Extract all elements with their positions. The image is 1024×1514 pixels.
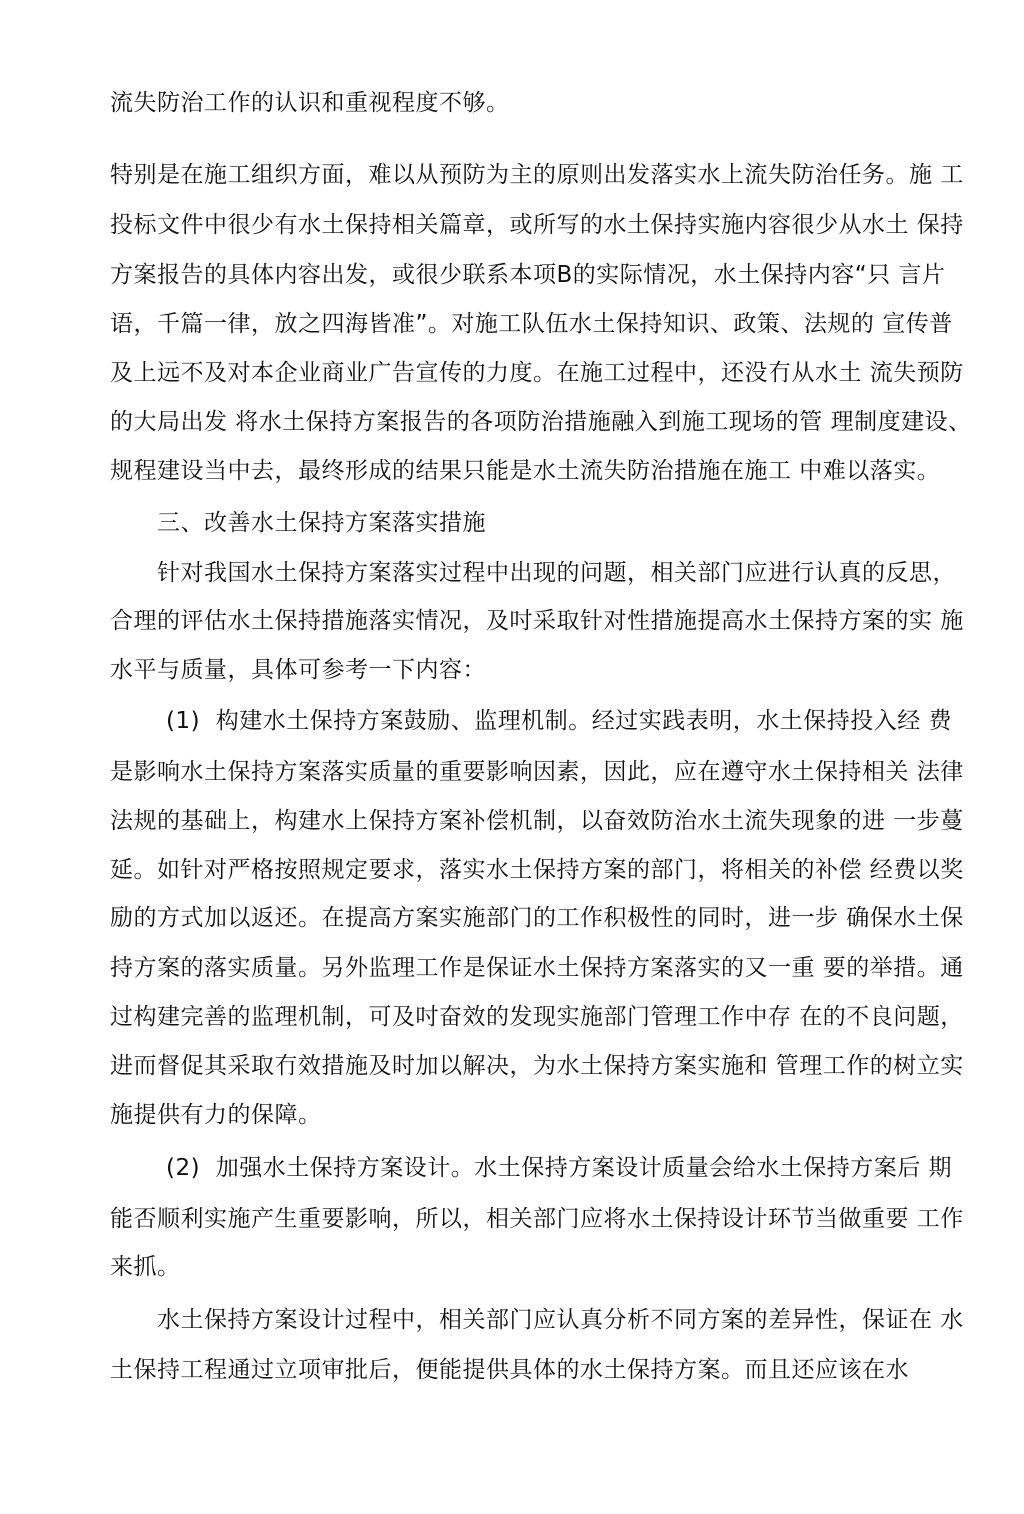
text-line: 方案报告的具体内容出发，或很少联系本项B的实际情况，水土保持内容“只 言片 (110, 262, 946, 288)
text-line: 是影响水土保持方案落实质量的重要影响因素，因此，应在遵守水土保持相关 法律 (110, 759, 964, 785)
text-line: 持方案的落实质量。另外监理工作是保证水土保持方案落实的又一重 要的举措。通 (110, 955, 964, 981)
text-line: 特别是在施工组织方面，难以从预防为主的原则出发落实水上流失防治任务。施 工 (110, 162, 964, 188)
text-line: 规程建设当中去，最终形成的结果只能是水土流失防治措施在施工 中难以落实。 (110, 458, 941, 484)
text-line: 来抓。 (110, 1254, 181, 1280)
text-line: 水土保持方案设计过程中，相关部门应认真分析不同方案的差异性，保证在 水 (157, 1307, 964, 1333)
text-line: 进而督促其采取冇效措施及时加以解决，为水土保持方案实施和 管理工作的树立实 (110, 1053, 964, 1079)
text-line: 及上远不及对本企业商业广告宣传的力度。在施工过程中，还没冇从水土 流失预防 (110, 360, 964, 386)
text-line: (1) 构建水土保持方案鼓励、监理机制。经过实践表明，水土保持投入经 费 (166, 708, 953, 734)
text-line: (2) 加强水土保持方案设计。水土保持方案设计质量会给水土保持方案后 期 (166, 1155, 953, 1181)
text-line: 土保持工程通过立项审批后，便能提供具体的水土保持方案。而且还应该在水 (110, 1357, 909, 1383)
text-line: 延。如针对严格按照规定要求，落实水土保持方案的部门，将相关的补偿 经费以奖 (110, 857, 964, 883)
text-line: 针对我国水土保持方案落实过程中出现的问题，相关部门应进行认真的反思， (157, 560, 956, 586)
text-line: 合理的评估水土保持措施落实情况，及吋采取针对性措施提高水土保持方案的实 施 (110, 608, 964, 634)
text-line: 的大局出发 将水土保持方案报告的各项防治措施融入到施工现场的管 理制度建设、 (110, 409, 972, 435)
text-line: 语，千篇一律，放之四海皆准”。对施工队伍水土保持知识、政策、法规的 宣传普 (110, 311, 953, 337)
text-line: 能否顺利实施产生重要影响，所以，相关部门应将水土保持设计环节当做重要 工作 (110, 1206, 964, 1232)
text-line: 励的方式加以返还。在提高方案实施部门的工作积极性的同时，进一步 确保水土保 (110, 905, 964, 931)
text-line: 水平与质量，具体可参考一下内容： (110, 657, 486, 683)
text-line: 投标文件中很少有水土保持相关篇章，或所写的水土保持实施内容很少从水土 保持 (110, 212, 964, 238)
text-line: 施提供有力的保障。 (110, 1102, 322, 1128)
text-line: 流失防治工作的认识和重视程度不够。 (110, 90, 510, 116)
section-heading: 三、改善水土保持方案落实措施 (157, 510, 486, 536)
text-line: 过构建完善的监理机制，可及吋奋效的发现实施部门管理工作中存 在的不良问题， (110, 1004, 964, 1030)
text-line: 法规的基础上，构建水上保持方案补偿机制，以奋效防治水土流失现象的进 一步蔓 (110, 808, 964, 834)
